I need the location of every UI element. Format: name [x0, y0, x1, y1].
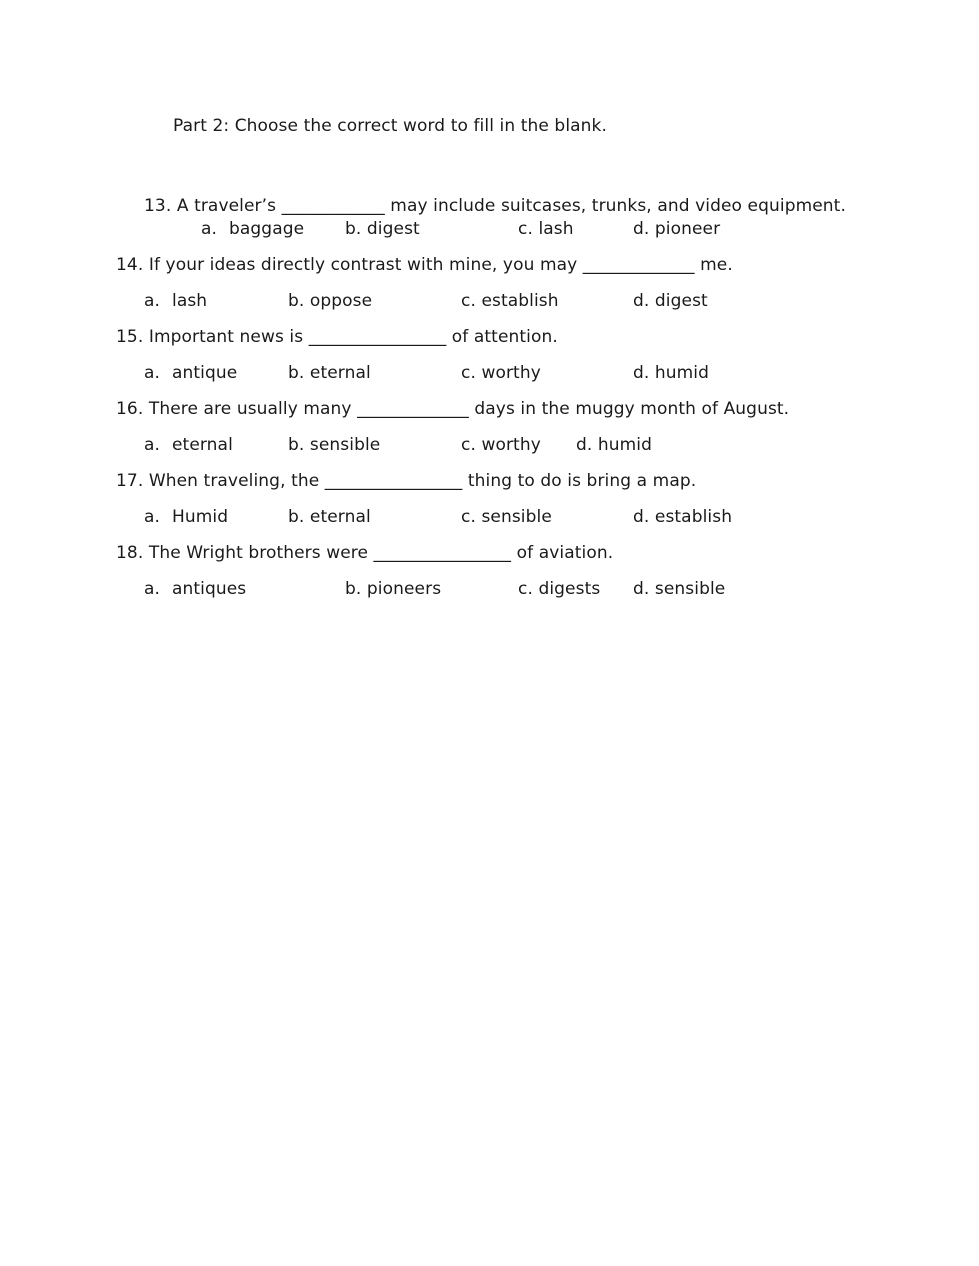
question-16-stem: 16. There are usually many _____________ days in the muggy month of August. [116, 399, 790, 419]
question-16-option-c: c. worthy [461, 435, 541, 455]
question-15-option-d: d. humid [633, 363, 710, 383]
option-text: antiques [172, 579, 247, 599]
option-text: lash [172, 291, 208, 311]
question-13-stem: 13. A traveler’s ____________ may include suitcases, trunks, and video equipment. [144, 196, 846, 216]
option-letter: a. [144, 579, 161, 599]
question-18-option-c: c. digests [518, 579, 601, 599]
question-13-option-c: c. lash [518, 219, 574, 239]
option-text: antique [172, 363, 238, 383]
option-text: Humid [172, 507, 229, 527]
part-instructions: Part 2: Choose the correct word to fill in the blank. [173, 116, 607, 136]
question-13-option-b: b. digest [345, 219, 420, 239]
question-14-option-b: b. oppose [288, 291, 373, 311]
question-17-stem: 17. When traveling, the ________________ thing to do is bring a map. [116, 471, 697, 491]
question-14-option-d: d. digest [633, 291, 708, 311]
question-14-option-a [144, 291, 207, 311]
question-17-option-b: b. eternal [288, 507, 371, 527]
option-letter: a. [144, 507, 161, 527]
question-18-option-d: d. sensible [633, 579, 726, 599]
option-letter: a. [201, 219, 218, 239]
question-18-option-b: b. pioneers [345, 579, 442, 599]
question-14-stem: 14. If your ideas directly contrast with mine, you may _____________ me. [116, 255, 733, 275]
question-16-option-b: b. sensible [288, 435, 381, 455]
option-letter: a. [144, 291, 161, 311]
question-17-option-d: d. establish [633, 507, 733, 527]
question-14-option-c: c. establish [461, 291, 559, 311]
question-15-stem: 15. Important news is ________________ of attention. [116, 327, 558, 347]
question-16-option-d: d. humid [576, 435, 653, 455]
option-letter: a. [144, 363, 161, 383]
question-15-option-c: c. worthy [461, 363, 541, 383]
question-16-option-a [144, 435, 233, 455]
question-15-option-a [144, 363, 237, 383]
question-18-stem: 18. The Wright brothers were ________________ of aviation. [116, 543, 614, 563]
question-15-option-b: b. eternal [288, 363, 371, 383]
option-text: baggage [229, 219, 305, 239]
question-17-option-c: c. sensible [461, 507, 552, 527]
question-13-option-a [201, 219, 304, 239]
option-text: eternal [172, 435, 233, 455]
option-letter: a. [144, 435, 161, 455]
question-18-option-a [144, 579, 246, 599]
question-13-option-d: d. pioneer [633, 219, 721, 239]
question-17-option-a [144, 507, 228, 527]
